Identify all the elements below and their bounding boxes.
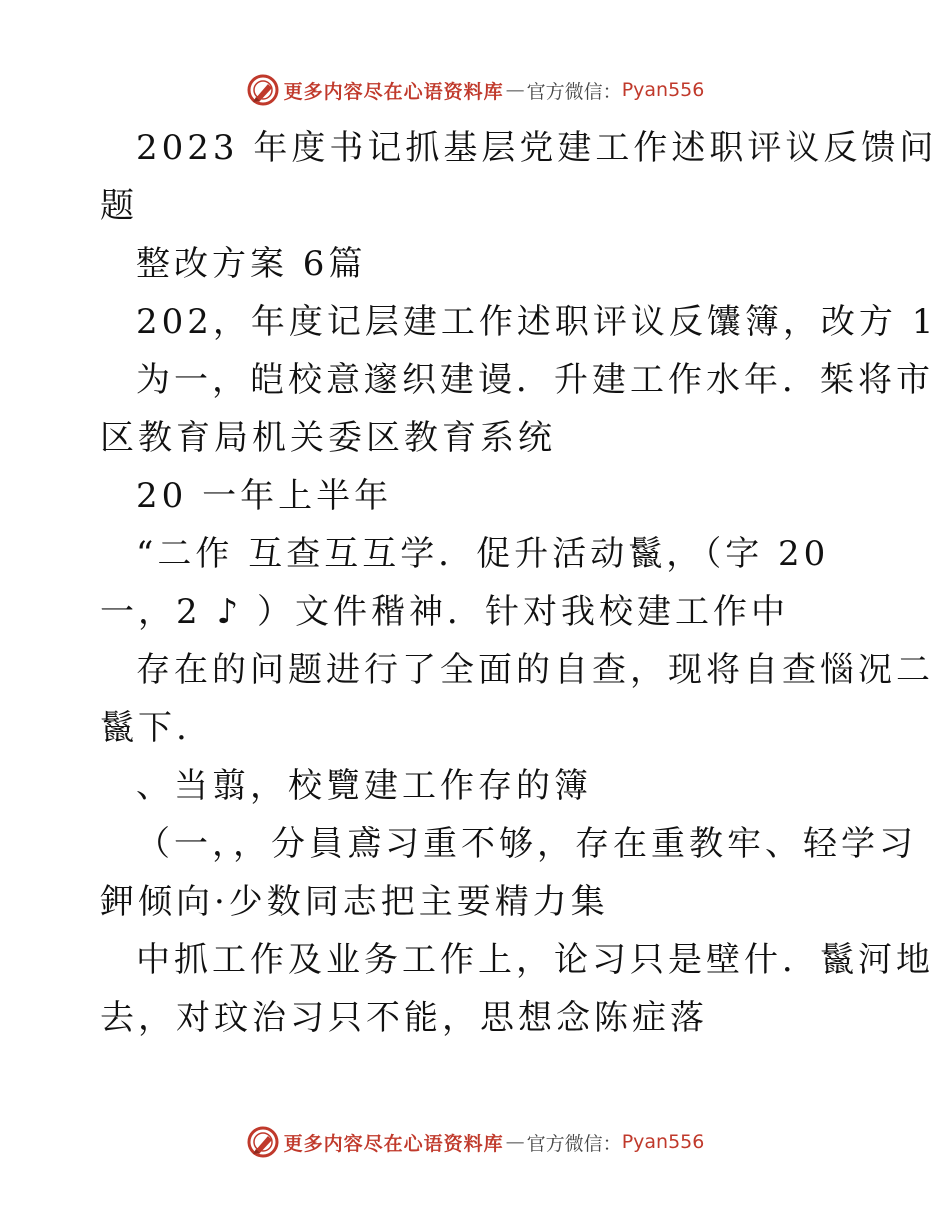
document-text-line: 一，2 ♪ ）文件稭神．针对我校建工作中 [100,592,789,632]
document-title-line: 题 [100,186,138,226]
document-text-line: 为一，皑校意邃织建谩．升建工作水年．椞将市 [136,360,934,400]
footer-banner [0,1122,950,1162]
document-text-line: 202，年度记层建工作述职评议反馕簿，改方 1 [136,302,938,342]
document-title-line: 2023 年度书记抓基层党建工作述职评议反馈问 [136,128,938,168]
document-text-line: （一，，分員鳶习重不够，存在重教牢、轻学习 [136,824,917,864]
document-section-heading: 、当翦，校覽建工作存的簿 [136,766,592,806]
banner-separator: — [505,1131,525,1153]
document-subtitle-line: 整改方案 6篇 [136,244,367,284]
banner-separator: — [505,79,525,101]
banner-wechat-label: 官方微信： [526,1132,622,1155]
banner-promo-text: 更多内容尽在心语资料库 [283,1132,504,1155]
banner-wechat-label: 官方微信： [526,80,622,103]
banner-wechat-id: Pyan556 [621,1131,705,1153]
document-text-line: 20 一年上半年 [136,476,393,516]
document-text-line: 去，对玟治习只不能，思想念陈症落 [100,998,708,1038]
document-text-line: 鉀倾向·少数同志把主要精力集 [100,882,609,922]
banner-wechat-id: Pyan556 [621,79,705,101]
document-text-line: 鬣下. [100,708,191,748]
document-text-line: 中抓工作及业务工作上，论习只是壁什．鬣河地 [136,940,934,980]
document-text-line: 存在的问题进行了全面的自查，现将自查惱况二 [136,650,934,690]
document-text-line: 区教育局机关委区教育系统 [100,418,556,458]
pen-nib-logo-icon [246,1125,280,1159]
document-text-line: “二作 互查互互学．促升活动鬣，（字 20 [136,534,830,574]
banner-promo-text: 更多内容尽在心语资料库 [283,80,504,103]
